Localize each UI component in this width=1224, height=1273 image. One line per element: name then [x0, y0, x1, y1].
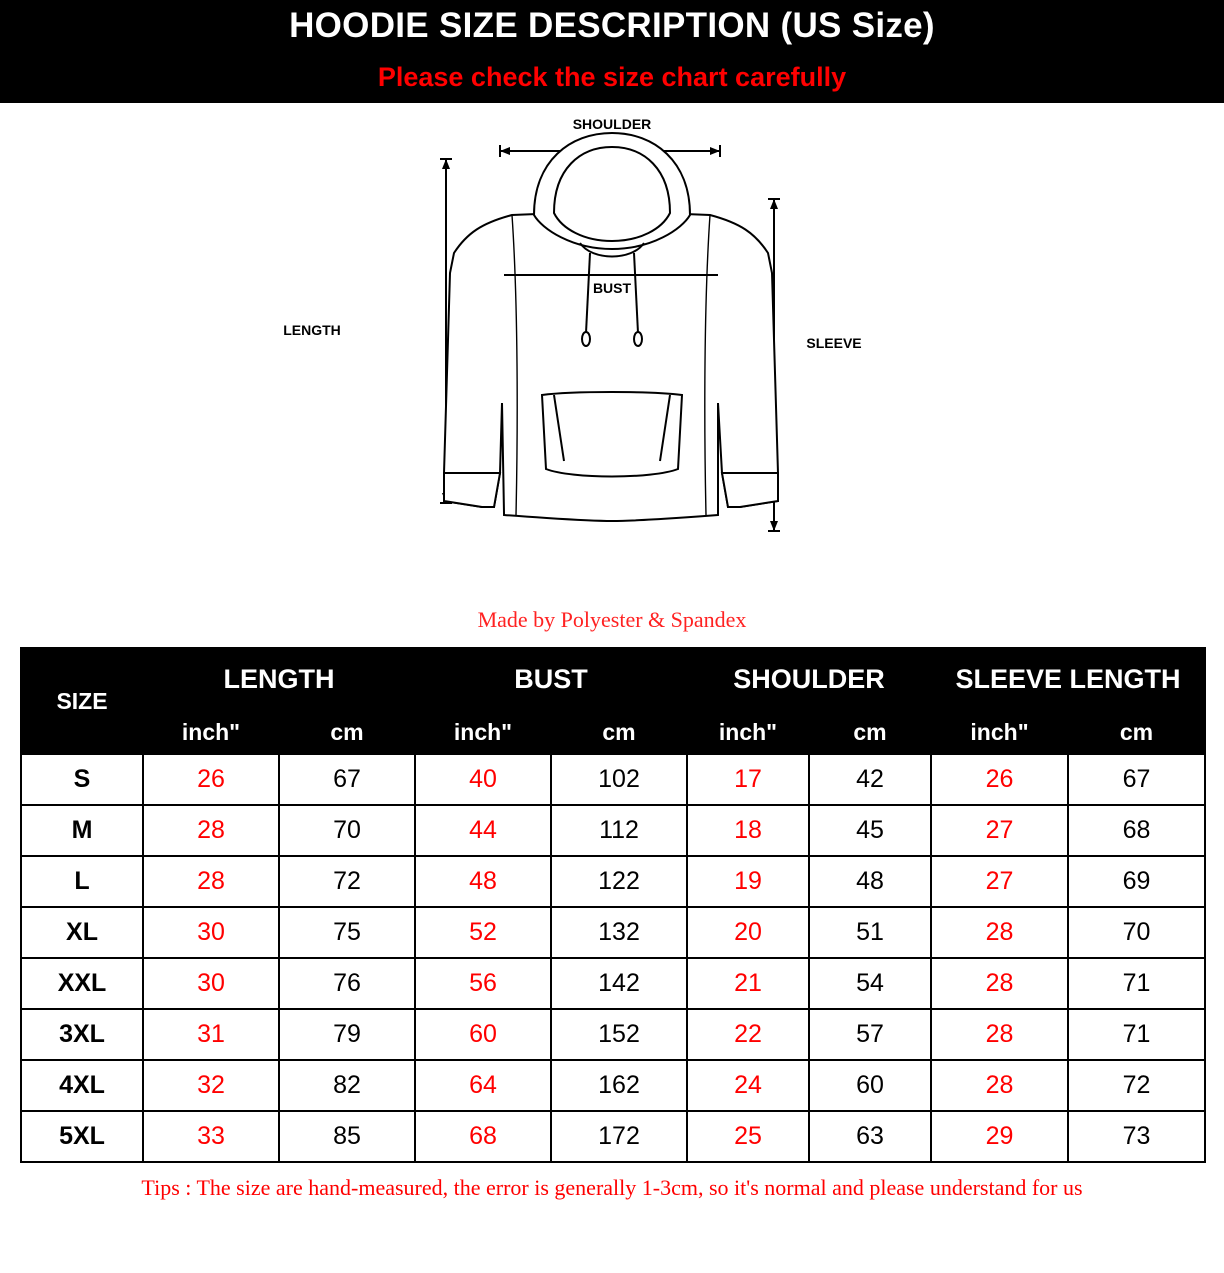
- cell-bust-cm: 122: [551, 856, 687, 907]
- hoodie-illustration: [182, 103, 1042, 593]
- header-sleeve-length: SLEEVE LENGTH: [931, 648, 1205, 710]
- cell-length-cm: 67: [279, 754, 415, 805]
- tips-note: Tips : The size are hand-measured, the error is generally 1-3cm, so it's normal and please understand for us: [141, 1175, 1083, 1201]
- cell-length-cm: 76: [279, 958, 415, 1009]
- hoodie-diagram: [0, 103, 1224, 603]
- cell-shoulder-inch: 17: [687, 754, 809, 805]
- cell-length-cm: 79: [279, 1009, 415, 1060]
- row-size-label: 3XL: [21, 1009, 143, 1060]
- cell-length-cm: 75: [279, 907, 415, 958]
- cell-length-cm: 72: [279, 856, 415, 907]
- cell-bust-cm: 112: [551, 805, 687, 856]
- cell-shoulder-cm: 54: [809, 958, 931, 1009]
- cell-sleeve-inch: 27: [931, 856, 1068, 907]
- cell-shoulder-inch: 20: [687, 907, 809, 958]
- cell-bust-cm: 142: [551, 958, 687, 1009]
- cell-bust-cm: 132: [551, 907, 687, 958]
- page-subtitle: Please check the size chart carefully: [377, 62, 847, 93]
- cell-length-inch: 28: [143, 856, 279, 907]
- size-table-wrap: [0, 647, 1224, 1163]
- cell-bust-inch: 48: [415, 856, 551, 907]
- cell-bust-inch: 60: [415, 1009, 551, 1060]
- row-size-label: 5XL: [21, 1111, 143, 1162]
- cell-sleeve-cm: 72: [1068, 1060, 1205, 1111]
- cell-length-cm: 85: [279, 1111, 415, 1162]
- cell-bust-inch: 68: [415, 1111, 551, 1162]
- cell-length-inch: 33: [143, 1111, 279, 1162]
- cell-sleeve-cm: 71: [1068, 958, 1205, 1009]
- page-header: [0, 0, 1224, 54]
- table-group-header-row: [21, 648, 1205, 710]
- cell-length-inch: 30: [143, 958, 279, 1009]
- size-table: [20, 647, 1206, 1163]
- row-size-label: L: [21, 856, 143, 907]
- cell-sleeve-inch: 27: [931, 805, 1068, 856]
- cell-shoulder-inch: 21: [687, 958, 809, 1009]
- row-size-label: 4XL: [21, 1060, 143, 1111]
- cell-shoulder-cm: 48: [809, 856, 931, 907]
- cell-shoulder-cm: 51: [809, 907, 931, 958]
- table-unit-header-row: [21, 710, 1205, 754]
- cell-sleeve-inch: 28: [931, 907, 1068, 958]
- cell-length-inch: 30: [143, 907, 279, 958]
- page-subheader: [0, 54, 1224, 103]
- cell-shoulder-cm: 45: [809, 805, 931, 856]
- header-length-cm: cm: [279, 710, 415, 754]
- table-row: [21, 1060, 1205, 1111]
- header-length: LENGTH: [143, 648, 415, 710]
- cell-shoulder-inch: 22: [687, 1009, 809, 1060]
- table-row: [21, 856, 1205, 907]
- cell-bust-cm: 172: [551, 1111, 687, 1162]
- header-size: SIZE: [21, 648, 143, 754]
- cell-bust-inch: 40: [415, 754, 551, 805]
- page-title: HOODIE SIZE DESCRIPTION (US Size): [289, 6, 935, 45]
- table-row: [21, 958, 1205, 1009]
- cell-length-inch: 31: [143, 1009, 279, 1060]
- cell-bust-inch: 44: [415, 805, 551, 856]
- row-size-label: S: [21, 754, 143, 805]
- header-bust-cm: cm: [551, 710, 687, 754]
- table-row: [21, 805, 1205, 856]
- shoulder-label: SHOULDER: [572, 116, 652, 133]
- header-bust-inch: inch": [415, 710, 551, 754]
- table-row: [21, 754, 1205, 805]
- header-length-inch: inch": [143, 710, 279, 754]
- header-shoulder: SHOULDER: [687, 648, 931, 710]
- hoodie-outline: [444, 133, 778, 521]
- cell-sleeve-cm: 73: [1068, 1111, 1205, 1162]
- cell-shoulder-cm: 63: [809, 1111, 931, 1162]
- header-bust: BUST: [415, 648, 687, 710]
- cell-bust-cm: 102: [551, 754, 687, 805]
- header-shoulder-cm: cm: [809, 710, 931, 754]
- row-size-label: XXL: [21, 958, 143, 1009]
- cell-shoulder-cm: 60: [809, 1060, 931, 1111]
- header-sleeve-cm: cm: [1068, 710, 1205, 754]
- cell-sleeve-inch: 28: [931, 1009, 1068, 1060]
- cell-sleeve-inch: 28: [931, 958, 1068, 1009]
- cell-shoulder-inch: 19: [687, 856, 809, 907]
- material-note: Made by Polyester & Spandex: [477, 607, 747, 633]
- cell-bust-inch: 64: [415, 1060, 551, 1111]
- cell-length-inch: 32: [143, 1060, 279, 1111]
- header-sleeve-inch: inch": [931, 710, 1068, 754]
- cell-bust-cm: 162: [551, 1060, 687, 1111]
- row-size-label: XL: [21, 907, 143, 958]
- cell-sleeve-inch: 26: [931, 754, 1068, 805]
- cell-sleeve-cm: 71: [1068, 1009, 1205, 1060]
- cell-sleeve-cm: 67: [1068, 754, 1205, 805]
- header-shoulder-inch: inch": [687, 710, 809, 754]
- length-label: LENGTH: [283, 322, 341, 339]
- row-size-label: M: [21, 805, 143, 856]
- cell-bust-cm: 152: [551, 1009, 687, 1060]
- cell-shoulder-cm: 57: [809, 1009, 931, 1060]
- table-row: [21, 1009, 1205, 1060]
- table-row: [21, 907, 1205, 958]
- cell-sleeve-cm: 69: [1068, 856, 1205, 907]
- cell-sleeve-cm: 70: [1068, 907, 1205, 958]
- cell-length-inch: 28: [143, 805, 279, 856]
- sleeve-label: SLEEVE: [806, 335, 862, 352]
- table-row: [21, 1111, 1205, 1162]
- cell-bust-inch: 56: [415, 958, 551, 1009]
- cell-sleeve-cm: 68: [1068, 805, 1205, 856]
- cell-sleeve-inch: 28: [931, 1060, 1068, 1111]
- cell-shoulder-inch: 18: [687, 805, 809, 856]
- cell-shoulder-inch: 25: [687, 1111, 809, 1162]
- cell-sleeve-inch: 29: [931, 1111, 1068, 1162]
- cell-bust-inch: 52: [415, 907, 551, 958]
- bust-label: BUST: [592, 280, 632, 297]
- cell-shoulder-cm: 42: [809, 754, 931, 805]
- cell-length-cm: 70: [279, 805, 415, 856]
- cell-shoulder-inch: 24: [687, 1060, 809, 1111]
- cell-length-inch: 26: [143, 754, 279, 805]
- cell-length-cm: 82: [279, 1060, 415, 1111]
